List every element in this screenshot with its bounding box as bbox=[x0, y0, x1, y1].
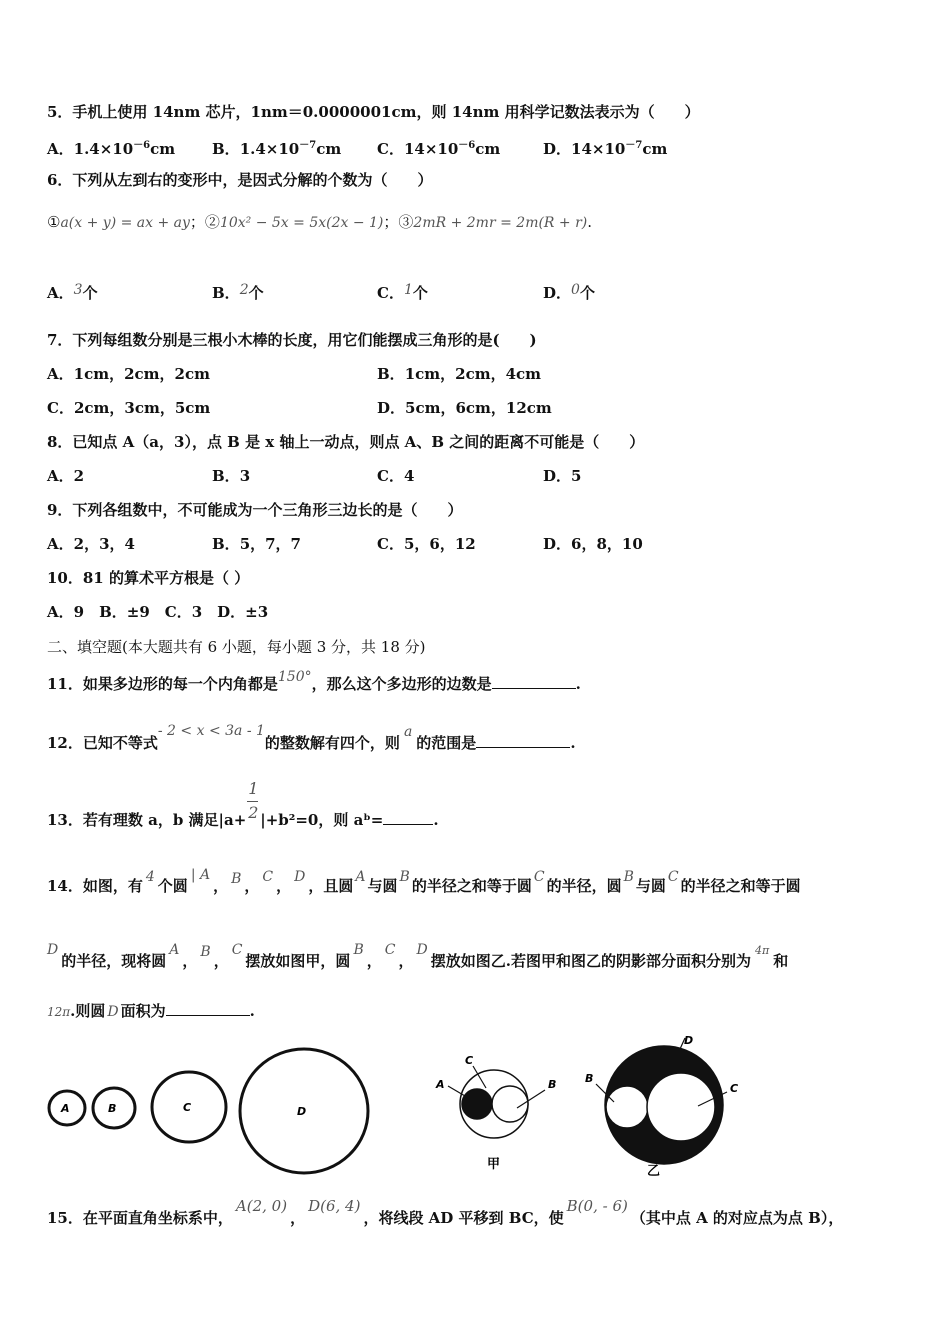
q9-stem: 9．下列各组数中，不可能成为一个三角形三边长的是（ ） bbox=[47, 501, 463, 519]
q5-option-d: D．$14\times 10^{-7}cm$ bbox=[543, 140, 668, 158]
q10-options: A．9 B．±9 C．3 D．±3 bbox=[47, 603, 269, 621]
jia-label-c: C bbox=[465, 1054, 474, 1067]
circle-b-label: B bbox=[108, 1102, 117, 1115]
figure-yi bbox=[585, 1034, 738, 1179]
q5-option-a: A．$1.4\times 10^{-6}cm$ bbox=[47, 140, 176, 158]
q12: 12．已知不等式- 2 < x < 3a - 1的整数解有四个，则a的范围是 . bbox=[47, 723, 576, 752]
section-heading: 二、填空题(本大题共有 6 小题，每小题 3 分，共 18 分) bbox=[47, 638, 426, 656]
q14-line3: 12π.则圆 D 面积为 . bbox=[47, 1002, 255, 1020]
yi-label-d: D bbox=[684, 1034, 694, 1047]
q7-option-a: A．1cm，2cm，2cm bbox=[47, 365, 210, 383]
q11: 11．如果多边形的每一个内角都是150°，那么这个多边形的边数是 . bbox=[47, 669, 581, 693]
yi-label-b: B bbox=[585, 1072, 594, 1085]
q5-option-c: C．$14\times 10^{-6}cm$ bbox=[377, 140, 501, 158]
circle-c-label: C bbox=[183, 1101, 192, 1114]
q7-option-b: B．1cm，2cm，4cm bbox=[377, 365, 542, 383]
q6-option-a: A．3个 bbox=[47, 282, 98, 302]
q6-expressions: ①a(x + y) = ax + ay；②10x² − 5x = 5x(2x − 1)；③2mR + 2mr = 2m(R + r). bbox=[47, 213, 593, 231]
q7-stem: 7．下列每组数分别是三根小木棒的长度，用它们能摆成三角形的是( ) bbox=[47, 331, 537, 349]
figure-jia bbox=[435, 1054, 556, 1172]
q8-option-c: C．4 bbox=[377, 467, 415, 485]
q6-option-b: B．2个 bbox=[212, 282, 264, 302]
q7-option-c: C．2cm，3cm，5cm bbox=[47, 399, 211, 417]
q5-stem: 5．手机上使用 14nm 芯片，1nm＝0.0000001cm，则 14nm 用科学记数法表示为（ ） bbox=[47, 103, 700, 121]
q9-option-d: D．6，8，10 bbox=[543, 535, 643, 553]
q6-option-c: C．1个 bbox=[377, 282, 428, 302]
q9-option-b: B．5，7，7 bbox=[212, 535, 301, 553]
yi-label-c: C bbox=[730, 1082, 739, 1095]
q14-line2: D的半径，现将圆A， B ，C摆放如图甲，圆B，C，D摆放如图乙.若图甲和图乙的阴影部分面积分别为$^{4\pi}$和 bbox=[47, 942, 789, 970]
circle-a-label: A bbox=[61, 1102, 70, 1115]
fraction-half: $\frac{1}{2}$ bbox=[248, 779, 259, 822]
jia-caption: 甲 bbox=[487, 1157, 501, 1172]
circle-d-label: D bbox=[297, 1105, 307, 1118]
jia-label-a: A bbox=[436, 1078, 445, 1091]
q8-option-b: B．3 bbox=[212, 467, 251, 485]
jia-label-b: B bbox=[548, 1078, 557, 1091]
q7-option-d: D．5cm，6cm，12cm bbox=[377, 399, 552, 417]
circles-figure bbox=[0, 1030, 950, 1180]
q9-option-a: A．2，3，4 bbox=[47, 535, 135, 553]
q8-stem: 8．已知点 A（a，3），点 B 是 x 轴上一动点，则点 A、B 之间的距离不可能是（ ） bbox=[47, 433, 645, 451]
q10-stem: 10．81 的算术平方根是（ ） bbox=[47, 569, 250, 587]
q14-line1: 14．如图，有 4 个圆| A， B ， C ， D ，且圆 A 与圆 B 的半径之和等于圆 C 的半径，圆 B 与圆 C 的半径之和等于圆 bbox=[47, 867, 801, 895]
q8-option-d: D．5 bbox=[543, 467, 582, 485]
yi-caption: 乙 bbox=[647, 1164, 661, 1179]
q8-option-a: A．2 bbox=[47, 467, 85, 485]
q15: 15．在平面直角坐标系中，A(2, 0)，D(6, 4)，将线段 AD 平移到 BC，使B(0, - 6)（其中点 A 的对应点为点 B）， bbox=[47, 1197, 844, 1227]
q13: 13．若有理数 a，b 满足|a+ $\frac{1}{2}$ |+b²=0，则 aᵇ= . bbox=[47, 779, 439, 829]
q5-option-b: B．$1.4\times 10^{-7}cm$ bbox=[212, 140, 342, 158]
q6-option-d: D．0个 bbox=[543, 282, 595, 302]
q9-option-c: C．5，6，12 bbox=[377, 535, 476, 553]
q6-stem: 6．下列从左到右的变形中，是因式分解的个数为（ ） bbox=[47, 171, 433, 189]
